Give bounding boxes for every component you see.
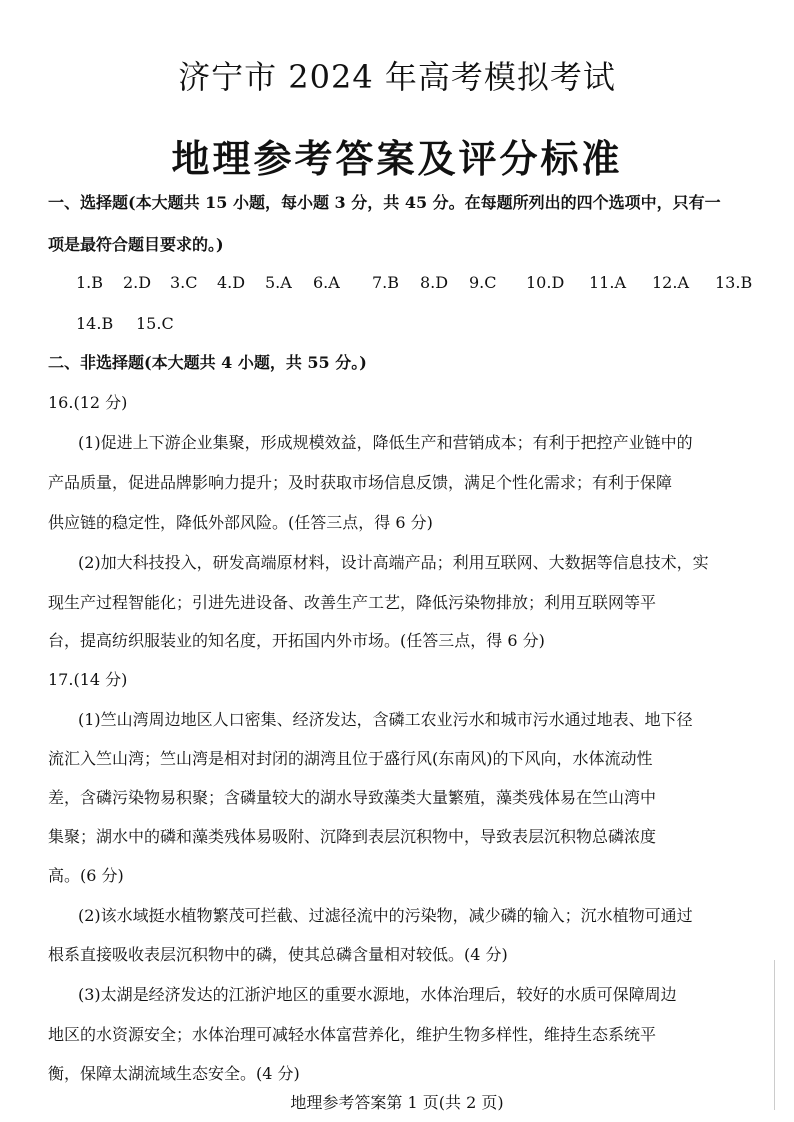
q17-p1-line: 集聚；湖水中的磷和藻类残体易吸附、沉降到表层沉积物中，导致表层沉积物总磷浓度 — [48, 827, 657, 846]
q17-p1-line: 差，含磷污染物易积聚；含磷量较大的湖水导致藻类大量繁殖，藻类残体易在竺山湾中 — [48, 788, 657, 807]
mc-answer: 15.C — [136, 314, 174, 333]
q17-label: 17.(14 分) — [48, 670, 128, 689]
mc-answer: 1.B — [76, 273, 104, 292]
mc-answer: 5.A — [265, 273, 292, 292]
mc-answer: 6.A — [313, 273, 340, 292]
mc-answer: 11.A — [589, 273, 626, 292]
section2-heading: 二、非选择题(本大题共 4 小题，共 55 分。) — [48, 353, 367, 372]
document-title: 地理参考答案及评分标准 — [171, 136, 623, 181]
mc-answer: 9.C — [469, 273, 497, 292]
q16-p2-line: 台，提高纺织服装业的知名度，开拓国内外市场。(任答三点，得 6 分) — [48, 631, 545, 650]
q16-p1-line: 产品质量，促进品牌影响力提升；及时获取市场信息反馈，满足个性化需求；有利于保障 — [48, 473, 673, 492]
q17-p1-line: (1)竺山湾周边地区人口密集、经济发达，含磷工农业污水和城市污水通过地表、地下径 — [78, 710, 693, 729]
q16-p2-line: (2)加大科技投入，研发高端原材料，设计高端产品；利用互联网、大数据等信息技术，实 — [78, 553, 709, 572]
q16-p1-line: 供应链的稳定性，降低外部风险。(任答三点，得 6 分) — [48, 513, 433, 532]
mc-answer: 4.D — [217, 273, 246, 292]
q16-p2-line: 现生产过程智能化；引进先进设备、改善生产工艺，降低污染物排放；利用互联网等平 — [48, 593, 657, 612]
page-edge-divider — [774, 960, 775, 1110]
q17-p1-line: 高。(6 分) — [48, 866, 124, 885]
section1-heading-line2: 项是最符合题目要求的。) — [48, 235, 224, 254]
page-footer: 地理参考答案第 1 页(共 2 页) — [290, 1093, 504, 1112]
section1-heading-line1: 一、选择题(本大题共 15 小题，每小题 3 分，共 45 分。在每题所列出的四个选项中，只有一 — [48, 193, 721, 212]
mc-answers-row2 — [76, 313, 186, 335]
mc-answer: 10.D — [526, 273, 565, 292]
mc-answer: 14.B — [76, 314, 114, 333]
mc-answer: 13.B — [715, 273, 753, 292]
q17-p2-line: 根系直接吸收表层沉积物中的磷，使其总磷含量相对较低。(4 分) — [48, 945, 508, 964]
mc-answer: 3.C — [170, 273, 198, 292]
q17-p3-line: 地区的水资源安全；水体治理可减轻水体富营养化，维护生物多样性，维持生态系统平 — [48, 1025, 657, 1044]
q17-p3-line: (3)太湖是经济发达的江浙沪地区的重要水源地，水体治理后，较好的水质可保障周边 — [78, 985, 677, 1004]
q16-p1-line: (1)促进上下游企业集聚，形成规模效益，降低生产和营销成本；有利于把控产业链中的 — [78, 433, 693, 452]
mc-answer: 8.D — [420, 273, 449, 292]
q17-p2-line: (2)该水域挺水植物繁茂可拦截、过滤径流中的污染物，减少磷的输入；沉水植物可通过 — [78, 906, 693, 925]
q17-p1-line: 流汇入竺山湾；竺山湾是相对封闭的湖湾且位于盛行风(东南风)的下风向，水体流动性 — [48, 749, 653, 768]
mc-answers-row1 — [76, 272, 759, 294]
mc-answer: 2.D — [123, 273, 152, 292]
exam-title: 济宁市 2024 年高考模拟考试 — [178, 58, 616, 96]
mc-answer: 7.B — [372, 273, 400, 292]
q16-label: 16.(12 分) — [48, 393, 128, 412]
q17-p3-line: 衡，保障太湖流域生态安全。(4 分) — [48, 1064, 300, 1083]
mc-answer: 12.A — [652, 273, 689, 292]
